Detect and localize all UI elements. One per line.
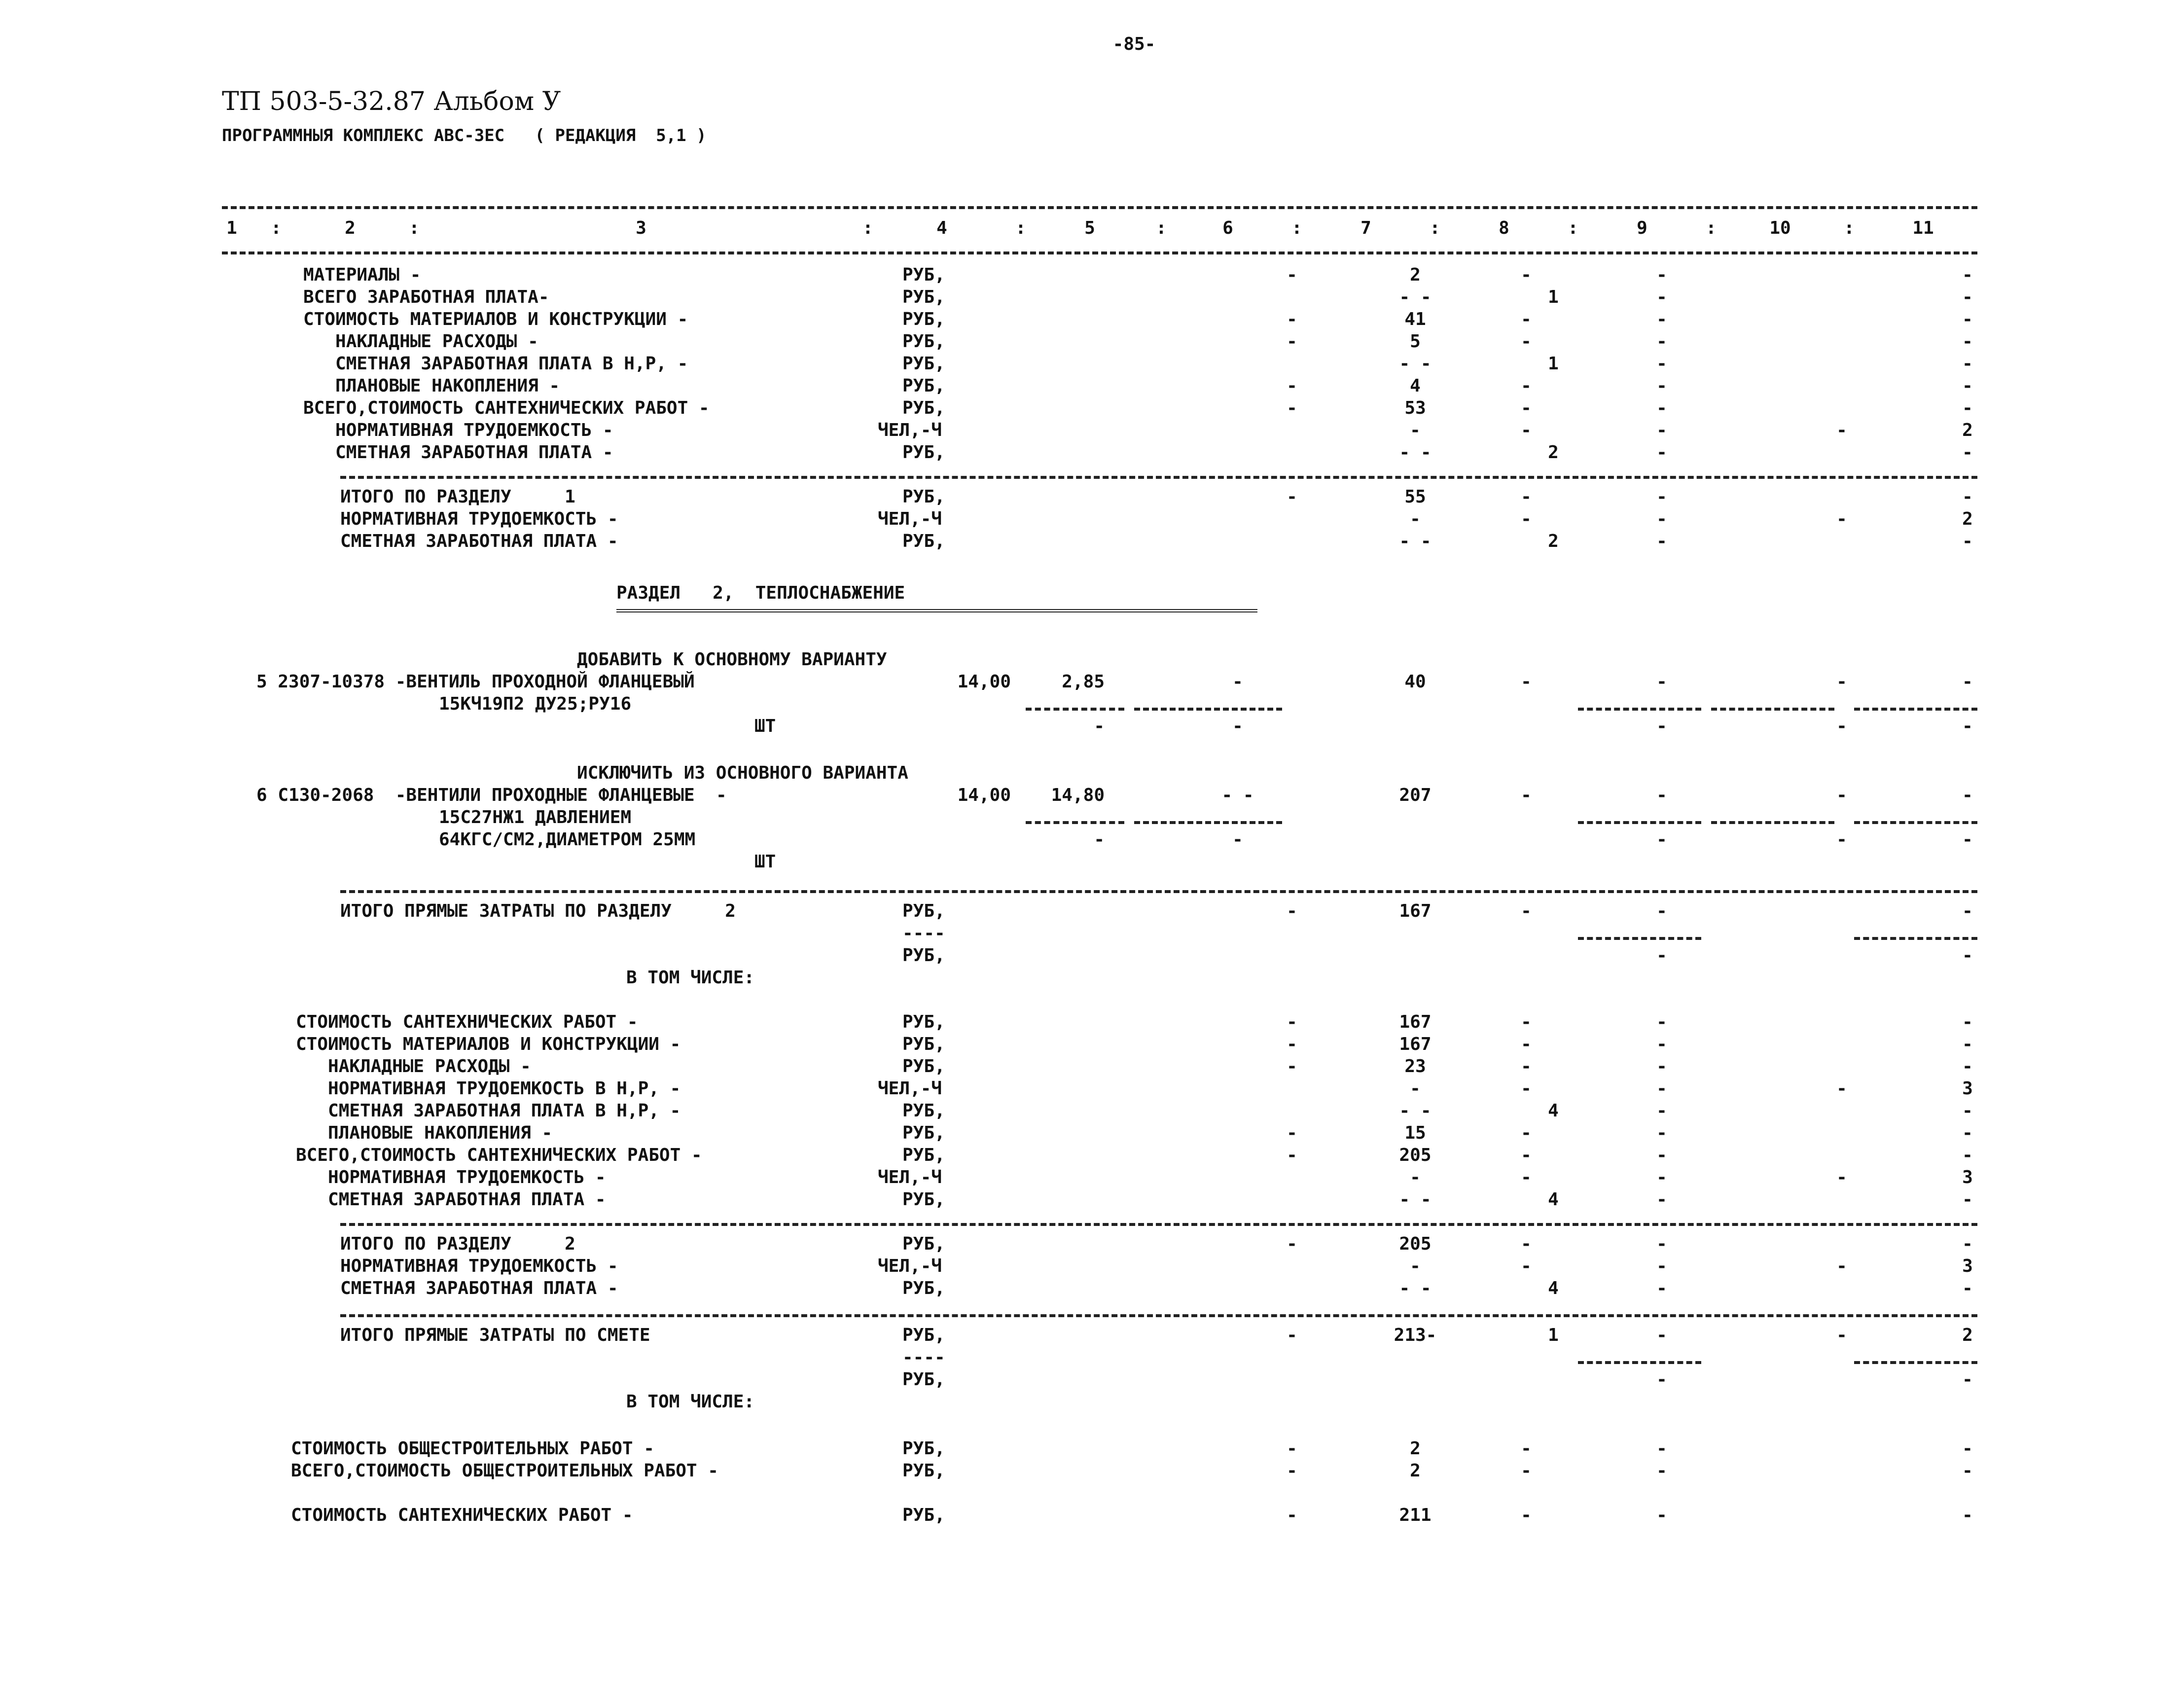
value-cell-v9: - — [1656, 509, 1667, 529]
row-label: В ТОМ ЧИСЛЕ: — [626, 1392, 755, 1412]
value-cell-v7: 205 — [1399, 1145, 1432, 1165]
section-2-heading-underline — [616, 609, 1257, 612]
row-label: 15С27НЖ1 ДАВЛЕНИЕМ — [439, 807, 632, 827]
value-cell-v7: 2 — [1410, 265, 1421, 285]
value-cell-v11: - — [1962, 901, 1973, 921]
row-label: ИСКЛЮЧИТЬ ИЗ ОСНОВНОГО ВАРИАНТА — [577, 763, 908, 783]
unit-cell: РУБ, — [902, 1056, 945, 1077]
value-cell-v11: 3 — [1962, 1167, 1973, 1187]
value-cell-m: - — [1287, 487, 1297, 507]
section-2-total-rule — [340, 1223, 1977, 1226]
value-cell-v9: - — [1656, 487, 1667, 507]
value-cell-v11: - — [1962, 1461, 1973, 1481]
value-cell-v8b: 1 — [1548, 1325, 1559, 1345]
value-cell-v9: - — [1656, 1034, 1667, 1054]
value-cell-v9: - — [1656, 309, 1667, 329]
value-cell-v9: - — [1656, 716, 1667, 736]
value-cell-v8: - — [1521, 1256, 1532, 1276]
section-1-total-rule — [340, 476, 1977, 479]
value-cell-v11: - — [1962, 1189, 1973, 1210]
row-label: НОРМАТИВНАЯ ТРУДОЕМКОСТЬ - — [340, 509, 618, 529]
value-cell-m: - — [1287, 1034, 1297, 1054]
value-cell-v8: - — [1521, 331, 1532, 352]
unit-cell: РУБ, — [902, 1034, 945, 1054]
value-cell-v8: - — [1521, 785, 1532, 805]
unit-cell: РУБ, — [902, 354, 945, 374]
value-cell-v8: - — [1521, 1123, 1532, 1143]
value-cell-v9: - — [1656, 265, 1667, 285]
value-cell-v11: - — [1962, 716, 1973, 736]
unit-cell: ШТ — [754, 852, 776, 872]
value-cell-m: - — [1287, 1505, 1297, 1525]
value-cell-v10: - — [1836, 1256, 1847, 1276]
value-cell-v7: 205 — [1399, 1234, 1432, 1254]
row-label: НОРМАТИВНАЯ ТРУДОЕМКОСТЬ - — [303, 420, 613, 440]
column-separator: : — [1844, 218, 1855, 238]
sub-rule-c11b — [1854, 821, 1977, 824]
value-cell-v8: - — [1521, 1078, 1532, 1099]
section-2-direct-rule — [340, 890, 1977, 893]
value-cell-v11: - — [1962, 1012, 1973, 1032]
value-cell-v8: - — [1521, 420, 1532, 440]
value-cell-m: - — [1287, 398, 1297, 418]
row-label: 5 2307-10378 -ВЕНТИЛЬ ПРОХОДНОЙ ФЛАНЦЕВЫЙ — [256, 672, 695, 692]
sub-rule-rub-11 — [1854, 937, 1977, 940]
value-cell-v7: - - — [1399, 354, 1432, 374]
row-label: ИТОГО ПРЯМЫЕ ЗАТРАТЫ ПО СМЕТЕ — [340, 1325, 650, 1345]
row-label: В ТОМ ЧИСЛЕ: — [626, 968, 755, 988]
value-cell-v7: 207 — [1399, 785, 1432, 805]
value-cell-v7: - - — [1399, 1278, 1432, 1298]
value-cell-v10: - — [1836, 420, 1847, 440]
value-cell-v7: - - — [1399, 1189, 1432, 1210]
value-cell-v7: - - — [1399, 531, 1432, 551]
column-header-6: 6 — [1222, 218, 1233, 238]
column-separator: : — [271, 218, 282, 238]
row-label: НАКЛАДНЫЕ РАСХОДЫ - — [296, 1056, 531, 1077]
value-cell-v9: - — [1656, 1012, 1667, 1032]
value-cell-v7: 23 — [1404, 1056, 1426, 1077]
row-label: СМЕТНАЯ ЗАРАБОТНАЯ ПЛАТА - — [340, 531, 618, 551]
row-label: ВСЕГО,СТОИМОСТЬ ОБЩЕСТРОИТЕЛЬНЫХ РАБОТ - — [291, 1461, 718, 1481]
row-label: НОРМАТИВНАЯ ТРУДОЕМКОСТЬ В Н,Р, - — [296, 1078, 681, 1099]
value-cell-v7: - — [1410, 1256, 1421, 1276]
value-cell-v11: - — [1962, 672, 1973, 692]
value-cell-v11: - — [1962, 1123, 1973, 1143]
value-cell-v11: 2 — [1962, 509, 1973, 529]
value-cell-c6: - - — [1221, 785, 1254, 805]
column-separator: : — [1015, 218, 1026, 238]
unit-cell: ЧЕЛ,-Ч — [878, 1078, 942, 1099]
unit-cell: ЧЕЛ,-Ч — [878, 509, 942, 529]
table-header-rule — [222, 252, 1977, 254]
value-cell-v11: - — [1962, 1056, 1973, 1077]
unit-cell: РУБ, — [902, 1101, 945, 1121]
value-cell-c5: 14,80 — [1051, 785, 1105, 805]
value-cell-v7: 55 — [1404, 487, 1426, 507]
value-cell-v7: - - — [1399, 287, 1432, 307]
row-label: СТОИМОСТЬ МАТЕРИАЛОВ И КОНСТРУКЦИИ - — [296, 1034, 681, 1054]
value-cell-v9: - — [1656, 287, 1667, 307]
unit-cell: ЧЕЛ,-Ч — [878, 1256, 942, 1276]
value-cell-v10: - — [1836, 1167, 1847, 1187]
value-cell-v9: - — [1656, 1438, 1667, 1459]
value-cell-v9: - — [1656, 1101, 1667, 1121]
column-header-11: 11 — [1912, 218, 1934, 238]
value-cell-v9: - — [1656, 1123, 1667, 1143]
sub-rule-est-11 — [1854, 1361, 1977, 1364]
value-cell-v11: - — [1962, 487, 1973, 507]
value-cell-v11: 3 — [1962, 1078, 1973, 1099]
value-cell-v9: - — [1656, 1167, 1667, 1187]
unit-cell: РУБ, — [902, 487, 945, 507]
value-cell-m: - — [1287, 309, 1297, 329]
value-cell-v11: - — [1962, 1278, 1973, 1298]
unit-cell: РУБ, — [902, 1278, 945, 1298]
row-label: 64КГС/СМ2,ДИАМЕТРОМ 25ММ — [439, 829, 696, 850]
value-cell-v7: - — [1410, 509, 1421, 529]
value-cell-v9: - — [1656, 398, 1667, 418]
sub-rule-c6b — [1134, 821, 1282, 824]
row-label: СМЕТНАЯ ЗАРАБОТНАЯ ПЛАТА - — [296, 1189, 606, 1210]
value-cell-v8: - — [1521, 398, 1532, 418]
value-cell-v9: - — [1656, 1256, 1667, 1276]
unit-cell: РУБ, — [902, 398, 945, 418]
value-cell-v9: - — [1656, 354, 1667, 374]
row-label: ВСЕГО,СТОИМОСТЬ САНТЕХНИЧЕСКИХ РАБОТ - — [303, 398, 710, 418]
value-cell-v10: - — [1836, 785, 1847, 805]
value-cell-c6: - — [1232, 829, 1243, 850]
row-label: ВСЕГО ЗАРАБОТНАЯ ПЛАТА- — [303, 287, 549, 307]
value-cell-v8b: 2 — [1548, 442, 1559, 463]
row-label: МАТЕРИАЛЫ - — [303, 265, 421, 285]
value-cell-v9: - — [1656, 442, 1667, 463]
value-cell-v7: 41 — [1404, 309, 1426, 329]
value-cell-v9: - — [1656, 331, 1667, 352]
unit-cell: ЧЕЛ,-Ч — [878, 1167, 942, 1187]
sub-rule-c10b — [1711, 821, 1834, 824]
sub-rule-c9b — [1578, 821, 1701, 824]
unit-cell: ---- — [902, 923, 945, 943]
value-cell-v8b: 1 — [1548, 287, 1559, 307]
sub-rule-c5b — [1026, 821, 1124, 824]
value-cell-v11: - — [1962, 265, 1973, 285]
value-cell-v11: - — [1962, 785, 1973, 805]
section-heading: РАЗДЕЛ 2, ТЕПЛОСНАБЖЕНИЕ — [616, 583, 905, 603]
row-label: НОРМАТИВНАЯ ТРУДОЕМКОСТЬ - — [340, 1256, 618, 1276]
row-label: ИТОГО ПО РАЗДЕЛУ 2 — [340, 1234, 575, 1254]
value-cell-v8: - — [1521, 1438, 1532, 1459]
value-cell-m: - — [1287, 1123, 1297, 1143]
value-cell-v7: - — [1410, 420, 1421, 440]
column-separator: : — [409, 218, 420, 238]
value-cell-c5: - — [1094, 829, 1105, 850]
value-cell-v11: - — [1962, 1145, 1973, 1165]
value-cell-v11: - — [1962, 309, 1973, 329]
column-header-2: 2 — [345, 218, 356, 238]
value-cell-v9: - — [1656, 1056, 1667, 1077]
column-separator: : — [1430, 218, 1440, 238]
value-cell-v8b: 4 — [1548, 1101, 1559, 1121]
row-label: СТОИМОСТЬ САНТЕХНИЧЕСКИХ РАБОТ - — [291, 1505, 633, 1525]
value-cell-c4: 14,00 — [957, 785, 1011, 805]
value-cell-v7: - — [1410, 1167, 1421, 1187]
value-cell-v9: - — [1656, 1189, 1667, 1210]
value-cell-v8: - — [1521, 509, 1532, 529]
row-label: СТОИМОСТЬ МАТЕРИАЛОВ И КОНСТРУКЦИИ - — [303, 309, 688, 329]
value-cell-v10: - — [1836, 672, 1847, 692]
value-cell-v7: 2 — [1410, 1461, 1421, 1481]
value-cell-v7: 5 — [1410, 331, 1421, 352]
value-cell-c6: - — [1232, 716, 1243, 736]
value-cell-v9: - — [1656, 785, 1667, 805]
row-label: СМЕТНАЯ ЗАРАБОТНАЯ ПЛАТА - — [340, 1278, 618, 1298]
column-header-3: 3 — [636, 218, 646, 238]
value-cell-v7: 40 — [1404, 672, 1426, 692]
row-label: СМЕТНАЯ ЗАРАБОТНАЯ ПЛАТА - — [303, 442, 613, 463]
row-label: НАКЛАДНЫЕ РАСХОДЫ - — [303, 331, 538, 352]
value-cell-v7: 2 — [1410, 1438, 1421, 1459]
value-cell-c6: - — [1232, 672, 1243, 692]
value-cell-m: - — [1287, 1234, 1297, 1254]
row-label: 6 С130-2068 -ВЕНТИЛИ ПРОХОДНЫЕ ФЛАНЦЕВЫЕ - — [256, 785, 727, 805]
unit-cell: РУБ, — [902, 309, 945, 329]
value-cell-v8: - — [1521, 1145, 1532, 1165]
unit-cell: РУБ, — [902, 1325, 945, 1345]
unit-cell: РУБ, — [902, 265, 945, 285]
unit-cell: ЧЕЛ,-Ч — [878, 420, 942, 440]
value-cell-v9: - — [1656, 531, 1667, 551]
value-cell-v9: - — [1656, 945, 1667, 966]
value-cell-v8: - — [1521, 1056, 1532, 1077]
unit-cell: РУБ, — [902, 945, 945, 966]
value-cell-v10: - — [1836, 829, 1847, 850]
column-separator: : — [1156, 218, 1167, 238]
column-header-10: 10 — [1769, 218, 1791, 238]
document-title: ТП 503-5-32.87 Альбом У — [222, 87, 561, 116]
document-subtitle: ПРОГРАММНЫЯ КОМПЛЕКС АВС-3ЕС ( РЕДАКЦИЯ 5,1 ) — [222, 126, 707, 145]
sub-rule-c6 — [1134, 708, 1282, 711]
unit-cell: ШТ — [754, 716, 776, 736]
value-cell-m: - — [1287, 376, 1297, 396]
value-cell-v11: - — [1962, 376, 1973, 396]
value-cell-v8: - — [1521, 1234, 1532, 1254]
row-label: ВСЕГО,СТОИМОСТЬ САНТЕХНИЧЕСКИХ РАБОТ - — [296, 1145, 702, 1165]
value-cell-v11: - — [1962, 1438, 1973, 1459]
value-cell-m: - — [1287, 1461, 1297, 1481]
value-cell-v9: - — [1656, 829, 1667, 850]
value-cell-v7: 15 — [1404, 1123, 1426, 1143]
value-cell-v9: - — [1656, 1505, 1667, 1525]
unit-cell: РУБ, — [902, 1461, 945, 1481]
unit-cell: РУБ, — [902, 1145, 945, 1165]
unit-cell: РУБ, — [902, 531, 945, 551]
value-cell-v11: - — [1962, 442, 1973, 463]
value-cell-m: - — [1287, 901, 1297, 921]
value-cell-m: - — [1287, 331, 1297, 352]
value-cell-v7: - — [1410, 1078, 1421, 1099]
row-label: СМЕТНАЯ ЗАРАБОТНАЯ ПЛАТА В Н,Р, - — [303, 354, 688, 374]
value-cell-m: - — [1287, 265, 1297, 285]
value-cell-v7: 167 — [1399, 1012, 1432, 1032]
value-cell-v8: - — [1521, 672, 1532, 692]
row-label: СТОИМОСТЬ ОБЩЕСТРОИТЕЛЬНЫХ РАБОТ - — [291, 1438, 654, 1459]
sub-rule-c10 — [1711, 708, 1834, 711]
column-header-1: 1 — [226, 218, 237, 238]
value-cell-v7: 4 — [1410, 376, 1421, 396]
value-cell-v9: - — [1656, 1234, 1667, 1254]
value-cell-v11: 3 — [1962, 1256, 1973, 1276]
value-cell-v11: - — [1962, 1505, 1973, 1525]
row-label: ИТОГО ПРЯМЫЕ ЗАТРАТЫ ПО РАЗДЕЛУ 2 — [340, 901, 736, 921]
value-cell-v10: - — [1836, 509, 1847, 529]
row-label: ДОБАВИТЬ К ОСНОВНОМУ ВАРИАНТУ — [577, 649, 887, 670]
row-label: 15КЧ19П2 ДУ25;РУ16 — [439, 694, 632, 714]
value-cell-v8: - — [1521, 309, 1532, 329]
value-cell-v11: - — [1962, 331, 1973, 352]
value-cell-m: - — [1287, 1056, 1297, 1077]
unit-cell: РУБ, — [902, 1189, 945, 1210]
value-cell-v10: - — [1836, 1078, 1847, 1099]
unit-cell: ---- — [902, 1347, 945, 1367]
unit-cell: РУБ, — [902, 1505, 945, 1525]
unit-cell: РУБ, — [902, 901, 945, 921]
value-cell-v7: 213- — [1394, 1325, 1437, 1345]
sub-rule-est-9 — [1578, 1361, 1701, 1364]
value-cell-v11: - — [1962, 945, 1973, 966]
value-cell-v10: - — [1836, 716, 1847, 736]
value-cell-v11: - — [1962, 1234, 1973, 1254]
unit-cell: РУБ, — [902, 1234, 945, 1254]
value-cell-v9: - — [1656, 1461, 1667, 1481]
value-cell-v11: - — [1962, 531, 1973, 551]
value-cell-v8: - — [1521, 1167, 1532, 1187]
value-cell-c4: 14,00 — [957, 672, 1011, 692]
column-separator: : — [1706, 218, 1717, 238]
row-label: ПЛАНОВЫЕ НАКОПЛЕНИЯ - — [303, 376, 560, 396]
value-cell-v8: - — [1521, 487, 1532, 507]
value-cell-v11: - — [1962, 287, 1973, 307]
value-cell-v11: - — [1962, 354, 1973, 374]
value-cell-m: - — [1287, 1145, 1297, 1165]
column-header-8: 8 — [1499, 218, 1509, 238]
value-cell-v9: - — [1656, 1325, 1667, 1345]
value-cell-v11: 2 — [1962, 1325, 1973, 1345]
column-separator: : — [862, 218, 873, 238]
row-label: НОРМАТИВНАЯ ТРУДОЕМКОСТЬ - — [296, 1167, 606, 1187]
value-cell-v8b: 4 — [1548, 1278, 1559, 1298]
column-header-7: 7 — [1361, 218, 1371, 238]
value-cell-v7: - - — [1399, 442, 1432, 463]
value-cell-v8: - — [1521, 1461, 1532, 1481]
value-cell-v8: - — [1521, 1012, 1532, 1032]
row-label: ИТОГО ПО РАЗДЕЛУ 1 — [340, 487, 575, 507]
value-cell-v8b: 1 — [1548, 354, 1559, 374]
value-cell-v11: - — [1962, 1369, 1973, 1390]
value-cell-v8b: 4 — [1548, 1189, 1559, 1210]
estimate-total-rule — [340, 1314, 1977, 1317]
unit-cell: РУБ, — [902, 1438, 945, 1459]
value-cell-v10: - — [1836, 1325, 1847, 1345]
row-label: ПЛАНОВЫЕ НАКОПЛЕНИЯ - — [296, 1123, 553, 1143]
sub-rule-rub-9 — [1578, 937, 1701, 940]
row-label: СМЕТНАЯ ЗАРАБОТНАЯ ПЛАТА В Н,Р, - — [296, 1101, 681, 1121]
value-cell-v11: - — [1962, 829, 1973, 850]
value-cell-v11: - — [1962, 1101, 1973, 1121]
value-cell-v8: - — [1521, 1034, 1532, 1054]
column-header-9: 9 — [1637, 218, 1647, 238]
value-cell-v8: - — [1521, 1505, 1532, 1525]
value-cell-v11: - — [1962, 1034, 1973, 1054]
value-cell-v9: - — [1656, 1078, 1667, 1099]
value-cell-v7: 167 — [1399, 1034, 1432, 1054]
value-cell-v9: - — [1656, 1145, 1667, 1165]
value-cell-v11: - — [1962, 398, 1973, 418]
unit-cell: РУБ, — [902, 331, 945, 352]
column-separator: : — [1568, 218, 1578, 238]
unit-cell: РУБ, — [902, 376, 945, 396]
value-cell-v7: 53 — [1404, 398, 1426, 418]
sub-rule-c5 — [1026, 708, 1124, 711]
column-separator: : — [1291, 218, 1302, 238]
value-cell-v9: - — [1656, 672, 1667, 692]
value-cell-m: - — [1287, 1325, 1297, 1345]
unit-cell: РУБ, — [902, 1012, 945, 1032]
value-cell-v8: - — [1521, 376, 1532, 396]
unit-cell: РУБ, — [902, 1369, 945, 1390]
value-cell-v9: - — [1656, 901, 1667, 921]
value-cell-m: - — [1287, 1438, 1297, 1459]
value-cell-v7: 211 — [1399, 1505, 1432, 1525]
value-cell-v11: 2 — [1962, 420, 1973, 440]
row-label: СТОИМОСТЬ САНТЕХНИЧЕСКИХ РАБОТ - — [296, 1012, 638, 1032]
value-cell-m: - — [1287, 1012, 1297, 1032]
column-header-4: 4 — [936, 218, 947, 238]
value-cell-v9: - — [1656, 420, 1667, 440]
unit-cell: РУБ, — [902, 442, 945, 463]
value-cell-v9: - — [1656, 1278, 1667, 1298]
value-cell-v8: - — [1521, 265, 1532, 285]
value-cell-v8b: 2 — [1548, 531, 1559, 551]
page-number: -85- — [1112, 34, 1156, 54]
column-header-5: 5 — [1084, 218, 1095, 238]
unit-cell: РУБ, — [902, 1123, 945, 1143]
value-cell-v7: 167 — [1399, 901, 1432, 921]
value-cell-c5: 2,85 — [1062, 672, 1105, 692]
value-cell-v8: - — [1521, 901, 1532, 921]
value-cell-c5: - — [1094, 716, 1105, 736]
table-top-rule — [222, 206, 1977, 209]
value-cell-v7: - - — [1399, 1101, 1432, 1121]
unit-cell: РУБ, — [902, 287, 945, 307]
sub-rule-c9 — [1578, 708, 1701, 711]
value-cell-v9: - — [1656, 376, 1667, 396]
sub-rule-c11 — [1854, 708, 1977, 711]
value-cell-v9: - — [1656, 1369, 1667, 1390]
